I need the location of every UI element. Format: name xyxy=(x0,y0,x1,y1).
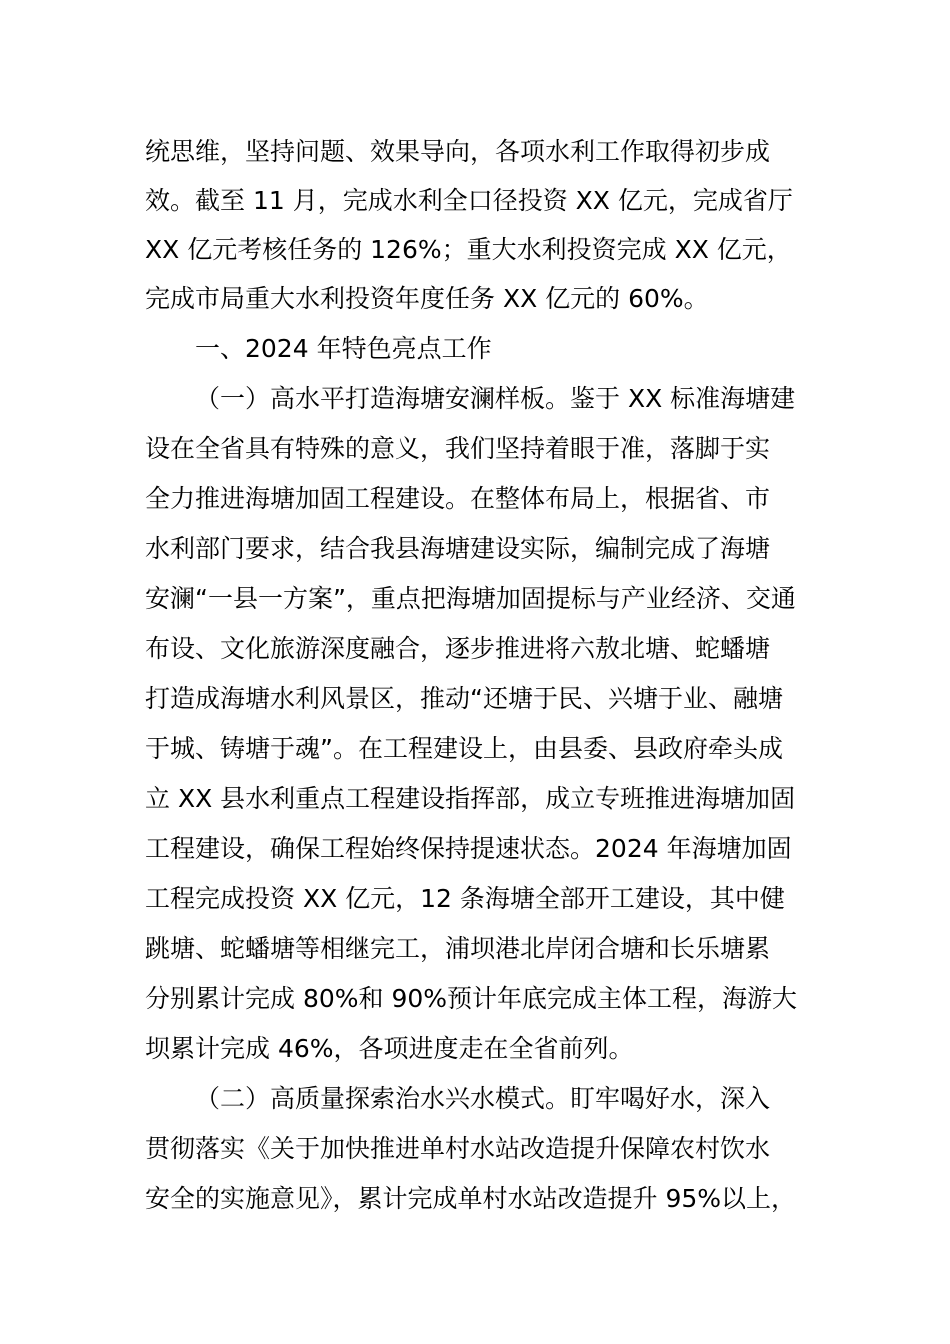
text-line: 完成市局重大水利投资年度任务 XX 亿元的 60%。 xyxy=(145,284,709,313)
text-line: 安澜“一县一方案”，重点把海塘加固提标与产业经济、交通 xyxy=(145,584,796,613)
text-line: 统思维，坚持问题、效果导向，各项水利工作取得初步成 xyxy=(145,137,771,166)
text-line: 安全的实施意见》，累计完成单村水站改造提升 95%以上， xyxy=(145,1184,797,1213)
text-line: 分别累计完成 80%和 90%预计年底完成主体工程，海游大 xyxy=(145,984,798,1013)
text-line: 效。截至 11 月，完成水利全口径投资 XX 亿元，完成省厅 xyxy=(145,186,793,215)
text-line: （一）高水平打造海塘安澜样板。鉴于 XX 标准海塘建 xyxy=(195,384,796,413)
text-line: （二）高质量探索治水兴水模式。盯牢喝好水，深入 xyxy=(195,1084,771,1113)
text-line: 设在全省具有特殊的意义，我们坚持着眼于准，落脚于实 xyxy=(145,434,771,463)
text-line: 立 XX 县水利重点工程建设指挥部，成立专班推进海塘加固 xyxy=(145,784,796,813)
text-line: 打造成海塘水利风景区，推动“还塘于民、兴塘于业、融塘 xyxy=(145,684,783,713)
text-line: 跳塘、蛇蟠塘等相继完工，浦坝港北岸闭合塘和长乐塘累 xyxy=(145,934,771,963)
text-line: 布设、文化旅游深度融合，逐步推进将六敖北塘、蛇蟠塘 xyxy=(145,634,771,663)
text-line: 全力推进海塘加固工程建设。在整体布局上，根据省、市 xyxy=(145,484,771,513)
section-heading: 一、2024 年特色亮点工作 xyxy=(195,334,492,363)
text-line: 工程完成投资 XX 亿元，12 条海塘全部开工建设，其中健 xyxy=(145,884,785,913)
text-line: 于城、铸塘于魂”。在工程建设上，由县委、县政府牵头成 xyxy=(145,734,783,763)
text-line: 贯彻落实《关于加快推进单村水站改造提升保障农村饮水 xyxy=(145,1134,771,1163)
text-line: 水利部门要求，结合我县海塘建设实际，编制完成了海塘 xyxy=(145,534,771,563)
text-line: 坝累计完成 46%，各项进度走在全省前列。 xyxy=(145,1034,634,1063)
text-line: XX 亿元考核任务的 126%；重大水利投资完成 XX 亿元， xyxy=(145,235,792,264)
text-line: 工程建设，确保工程始终保持提速状态。2024 年海塘加固 xyxy=(145,834,792,863)
